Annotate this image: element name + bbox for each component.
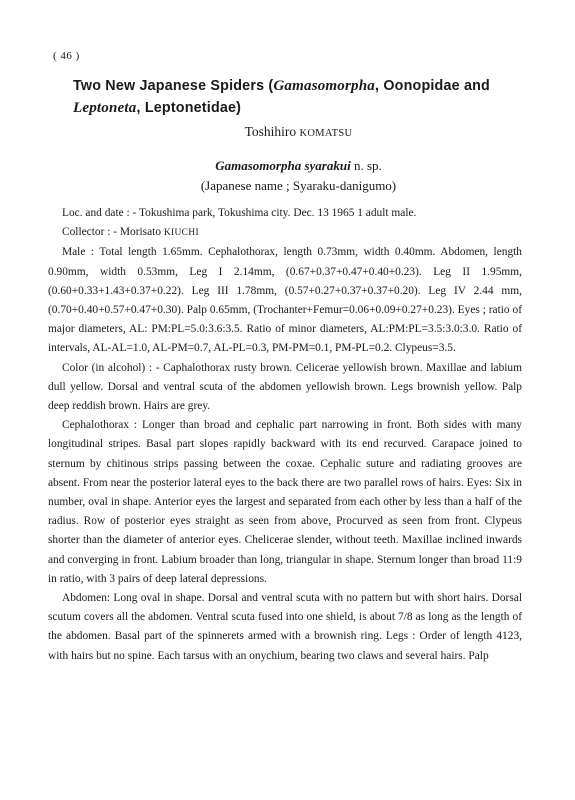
paragraph-collector — [48, 223, 522, 243]
title-part-3: , Leptonetidae) — [136, 100, 242, 116]
species-heading — [0, 158, 575, 174]
paragraph-color: Color (in alcohol) : - Caphalothorax rusty brown. Celicerae yellowish brown. Maxillae and labium dull yellow. Dorsal and ventral scuta of the abdomen yellowish brown. Legs brownish yellow. Palp deep reddish brown. Hairs are grey. — [48, 361, 522, 413]
title-genus-2: Leptoneta — [73, 100, 137, 116]
species-name: Gamasomorpha syarakui — [215, 158, 351, 173]
species-suffix: n. sp. — [350, 158, 382, 173]
title-part-1: Two New Japanese Spiders ( — [73, 78, 274, 94]
collector-prefix: Collector : - Morisato — [62, 226, 164, 239]
paragraph-male: Male : Total length 1.65mm. Cephalothorax, length 0.73mm, width 0.40mm. Abdomen, length 0.90mm, width 0.53mm, Leg I 2.14mm, (0.67+0.37+0.47+0.40+0.23). Leg II 1.95mm, (0.60+0.33+1.43+0.37+0.22). Leg III 1.78mm, (0.57+0.27+0.37+0.37+0.20). Leg IV 2.44 mm, (0.70+0.40+0.57+0.47+0.30). Palp 0.65mm, (Trochanter+Femur=0.06+0.09+0.27+0.23). Eyes ; ratio of major diameters, AL: PM:PL=5.0:3.6:3.5. Ratio of minor diameters, AL:PM:PL=3.5:3.0:3.0. Ratio of intervals, AL-AL=1.0, AL-PM=0.7, AL-PL=0.3, PM-PM=0.1, PM-PL=0.2. Clypeus=3.5. — [48, 246, 522, 355]
collector-name: KIUCHI — [163, 228, 199, 239]
author-first-name: Toshihiro — [244, 124, 300, 139]
paper-title — [73, 75, 533, 119]
author-last-name: KOMATSU — [299, 128, 353, 139]
title-genus-1: Gamasomorpha — [273, 78, 375, 94]
page-number: ( 46 ) — [53, 50, 80, 62]
author — [0, 124, 575, 140]
japanese-name: (Japanese name ; Syaraku-danigumo) — [200, 178, 397, 193]
paragraph-cephalothorax: Cephalothorax : Longer than broad and cephalic part narrowing in front. Both sides with many longitudinal stripes. Basal part slopes rapidly backward with its end recurved. Carapace joined to sternum by chitinous strips passing between the coxae. Cephalic suture and radiating grooves are absent. From near the posterior lateral eyes to the back there are two parallel rows of hairs. Eyes: Six in number, oval in shape. Anterior eyes the largest and separated from each other by less than a half of the radius. Row of posterior eyes straight as seen from above, Procurved as seen from front. Clypeus shorter than the diameter of anterior eyes. Chelicerae slender, without teeth. Maxillae inclined inwards and converging in front. Labium broader than long, triangular in shape. Sternum longer than broad 11:9 in ratio, with 3 pairs of deep lateral depressions. — [48, 419, 522, 585]
title-part-2: , Oonopidae and — [374, 78, 490, 94]
paragraph-abdomen: Abdomen: Long oval in shape. Dorsal and ventral scuta with no pattern but with short hairs. Dorsal scutum covers all the abdomen. Ventral scuta fused into one shield, is about 7/8 as long as the length of the abdomen. Basal part of the spinnerets armed with a brownish ring. Legs : Order of length 4123, with hairs but no spine. Each tarsus with an onychium, bearing two claws and several hairs. Palp — [48, 592, 522, 662]
body-text — [48, 204, 522, 666]
paragraph-locality: Loc. and date : - Tokushima park, Tokushima city. Dec. 13 1965 1 adult male. — [62, 207, 417, 219]
